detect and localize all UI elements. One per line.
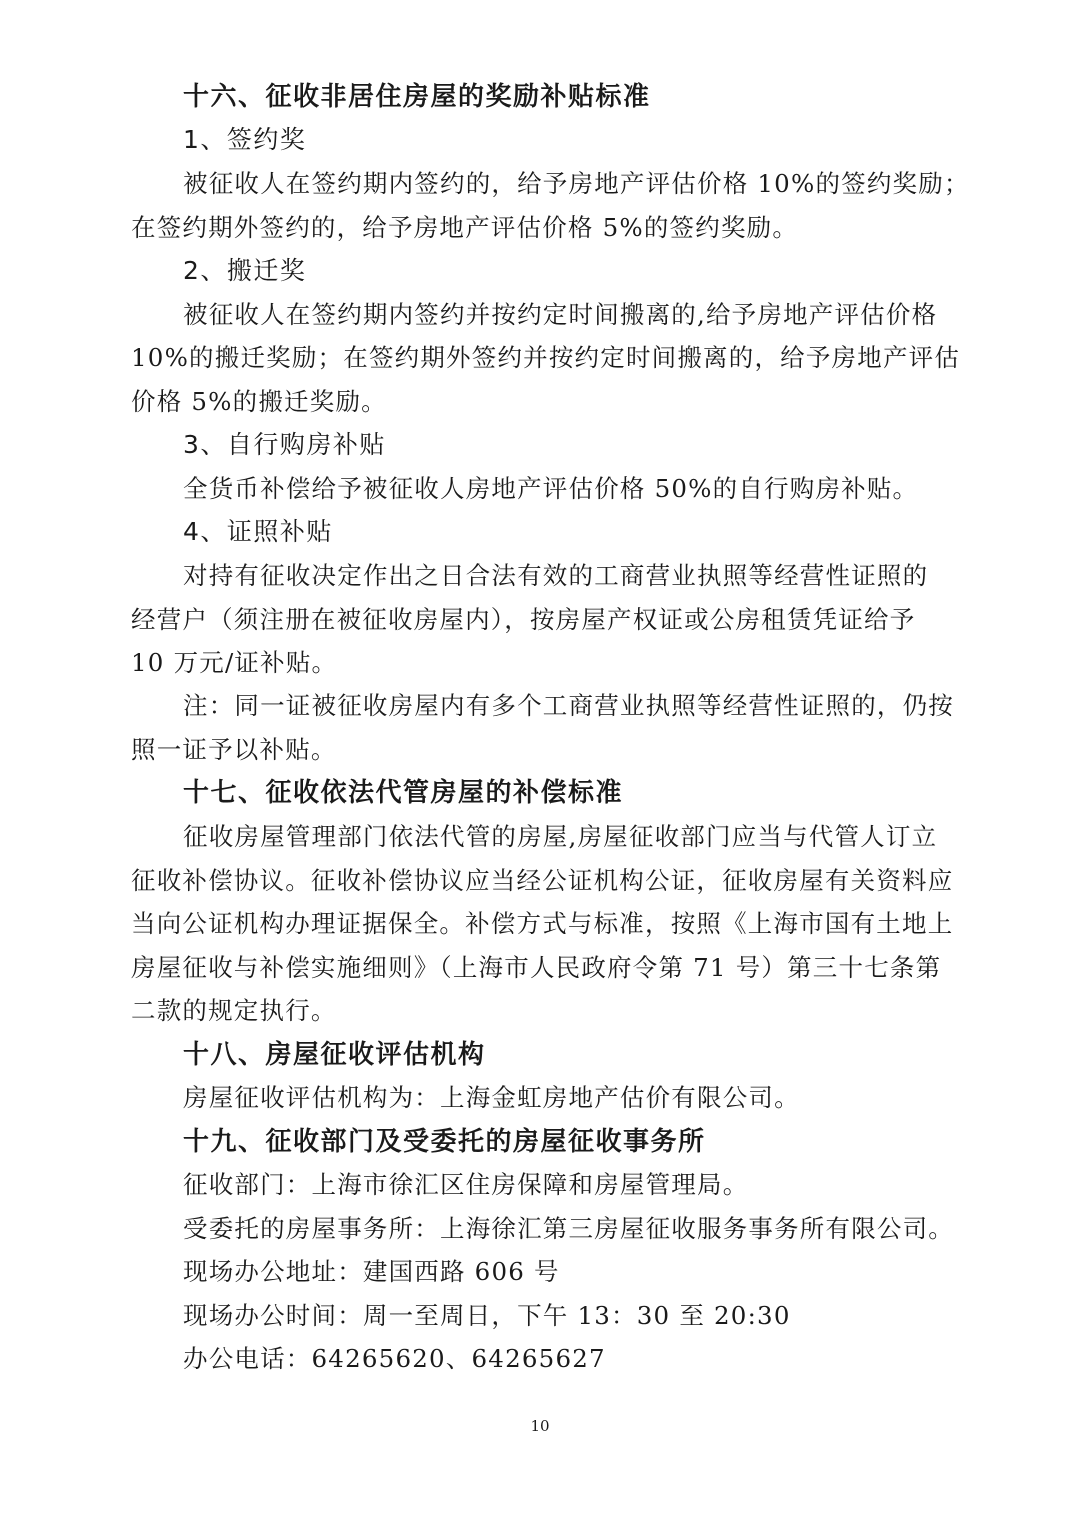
info-line: 现场办公时间：周一至周日，下午 13：30 至 20:30 <box>183 1301 791 1330</box>
section-heading: 十九、征收部门及受委托的房屋征收事务所 <box>183 1127 706 1157</box>
paragraph-line: 被征收人在签约期内签约的，给予房地产评估价格 10%的签约奖励； <box>183 169 970 198</box>
subheading: 2、搬迁奖 <box>183 256 307 285</box>
paragraph-line: 经营户（须注册在被征收房屋内），按房屋产权证或公房租赁凭证给予 <box>131 605 916 634</box>
paragraph-line: 价格 5%的搬迁奖励。 <box>131 387 387 416</box>
subheading: 3、自行购房补贴 <box>183 430 386 459</box>
paragraph-line: 在签约期外签约的，给予房地产评估价格 5%的签约奖励。 <box>131 213 799 242</box>
note-line: 注：同一证被征收房屋内有多个工商营业执照等经营性证照的，仍按 <box>183 691 954 720</box>
paragraph-line: 10 万元/证补贴。 <box>131 648 338 677</box>
section-heading: 十八、房屋征收评估机构 <box>183 1040 486 1070</box>
info-line: 征收部门：上海市徐汇区住房保障和房屋管理局。 <box>183 1170 749 1199</box>
section-heading: 十七、征收依法代管房屋的补偿标准 <box>183 778 624 808</box>
paragraph-line: 征收房屋管理部门依法代管的房屋,房屋征收部门应当与代管人订立 <box>183 822 938 851</box>
info-line: 受委托的房屋事务所：上海徐汇第三房屋征收服务事务所有限公司。 <box>183 1214 954 1243</box>
paragraph-line: 房屋征收与补偿实施细则》（上海市人民政府令第 71 号）第三十七条第 <box>131 953 942 982</box>
note-line: 照一证予以补贴。 <box>131 735 337 764</box>
paragraph-line: 被征收人在签约期内签约并按约定时间搬离的,给予房地产评估价格 <box>183 300 938 329</box>
paragraph-line: 全货币补偿给予被征收人房地产评估价格 50%的自行购房补贴。 <box>183 474 919 503</box>
paragraph-line: 征收补偿协议。征收补偿协议应当经公证机构公证，征收房屋有关资料应 <box>131 866 954 895</box>
paragraph-line: 对持有征收决定作出之日合法有效的工商营业执照等经营性证照的 <box>183 561 929 590</box>
subheading: 4、证照补贴 <box>183 517 333 546</box>
section-heading: 十六、征收非居住房屋的奖励补贴标准 <box>183 82 651 112</box>
subheading: 1、签约奖 <box>183 125 307 154</box>
paragraph-line: 房屋征收评估机构为：上海金虹房地产估价有限公司。 <box>183 1083 800 1112</box>
paragraph-line: 当向公证机构办理证据保全。补偿方式与标准，按照《上海市国有土地上 <box>131 909 954 938</box>
info-line: 现场办公地址：建国西路 606 号 <box>183 1257 560 1286</box>
paragraph-line: 10%的搬迁奖励；在签约期外签约并按约定时间搬离的，给予房地产评估 <box>131 343 961 372</box>
page-number: 10 <box>530 1417 550 1435</box>
paragraph-line: 二款的规定执行。 <box>131 996 337 1025</box>
info-line: 办公电话：64265620、64265627 <box>183 1344 606 1373</box>
